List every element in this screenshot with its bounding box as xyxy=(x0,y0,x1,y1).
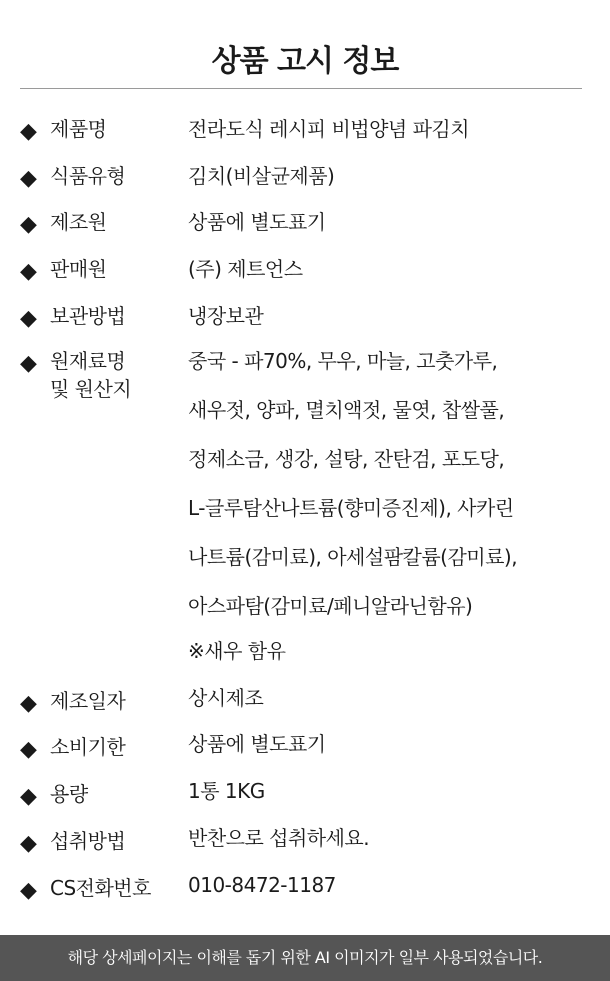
row-value: 상품에 별도표기 xyxy=(188,210,326,234)
row-value: 1통 1KG xyxy=(188,779,265,803)
row-label: 제조일자 xyxy=(50,689,126,713)
diamond-bullet-icon: ◆ xyxy=(20,878,37,903)
ingredient-line: 나트륨(감미료), 아세설팜칼륨(감미료), xyxy=(188,545,518,569)
row-label: 판매원 xyxy=(50,257,107,281)
row-value: 전라도식 레시피 비법양념 파김치 xyxy=(188,117,470,141)
diamond-bullet-icon: ◆ xyxy=(20,259,37,284)
row-value: 010-8472-1187 xyxy=(188,873,336,897)
row-label: 소비기한 xyxy=(50,735,126,759)
ai-image-notice-banner: 해당 상세페이지는 이해를 돕기 위한 AI 이미지가 일부 사용되었습니다. xyxy=(0,935,610,981)
diamond-bullet-icon: ◆ xyxy=(20,351,37,376)
diamond-bullet-icon: ◆ xyxy=(20,306,37,331)
row-value: 김치(비살균제품) xyxy=(188,164,335,188)
row-label-line-2: 및 원산지 xyxy=(50,377,132,401)
diamond-bullet-icon: ◆ xyxy=(20,737,37,762)
page-title: 상품 고시 정보 xyxy=(211,44,399,79)
ingredient-line: L-글루탐산나트륨(향미증진제), 사카린 xyxy=(188,496,514,520)
row-label: 보관방법 xyxy=(50,304,126,328)
ingredient-line: 새우젓, 양파, 멸치액젓, 물엿, 찹쌀풀, xyxy=(188,398,505,422)
row-label: 섭취방법 xyxy=(50,829,126,853)
row-value: 상품에 별도표기 xyxy=(188,732,326,756)
row-value: 상시제조 xyxy=(188,686,264,710)
diamond-bullet-icon: ◆ xyxy=(20,166,37,191)
diamond-bullet-icon: ◆ xyxy=(20,119,37,144)
ingredient-line: 중국 - 파70%, 무우, 마늘, 고춧가루, xyxy=(188,349,498,373)
row-value: 반찬으로 섭취하세요. xyxy=(188,826,370,850)
row-value: 냉장보관 xyxy=(188,304,264,328)
row-label: 제조원 xyxy=(50,210,107,234)
row-label: CS전화번호 xyxy=(50,876,151,900)
diamond-bullet-icon: ◆ xyxy=(20,831,37,856)
allergen-note: ※새우 함유 xyxy=(188,639,286,663)
row-label: 용량 xyxy=(50,782,88,806)
diamond-bullet-icon: ◆ xyxy=(20,691,37,716)
row-label: 제품명 xyxy=(50,117,107,141)
ingredient-line: 아스파탐(감미료/페니알라닌함유) xyxy=(188,594,473,618)
row-label-line-1: 원재료명 xyxy=(50,349,126,373)
ingredient-line: 정제소금, 생강, 설탕, 잔탄검, 포도당, xyxy=(188,447,505,471)
row-value: (주) 제트언스 xyxy=(188,257,303,281)
diamond-bullet-icon: ◆ xyxy=(20,784,37,809)
diamond-bullet-icon: ◆ xyxy=(20,212,37,237)
row-label: 식품유형 xyxy=(50,164,126,188)
title-divider xyxy=(20,88,582,89)
info-row-ingredients xyxy=(20,348,590,668)
